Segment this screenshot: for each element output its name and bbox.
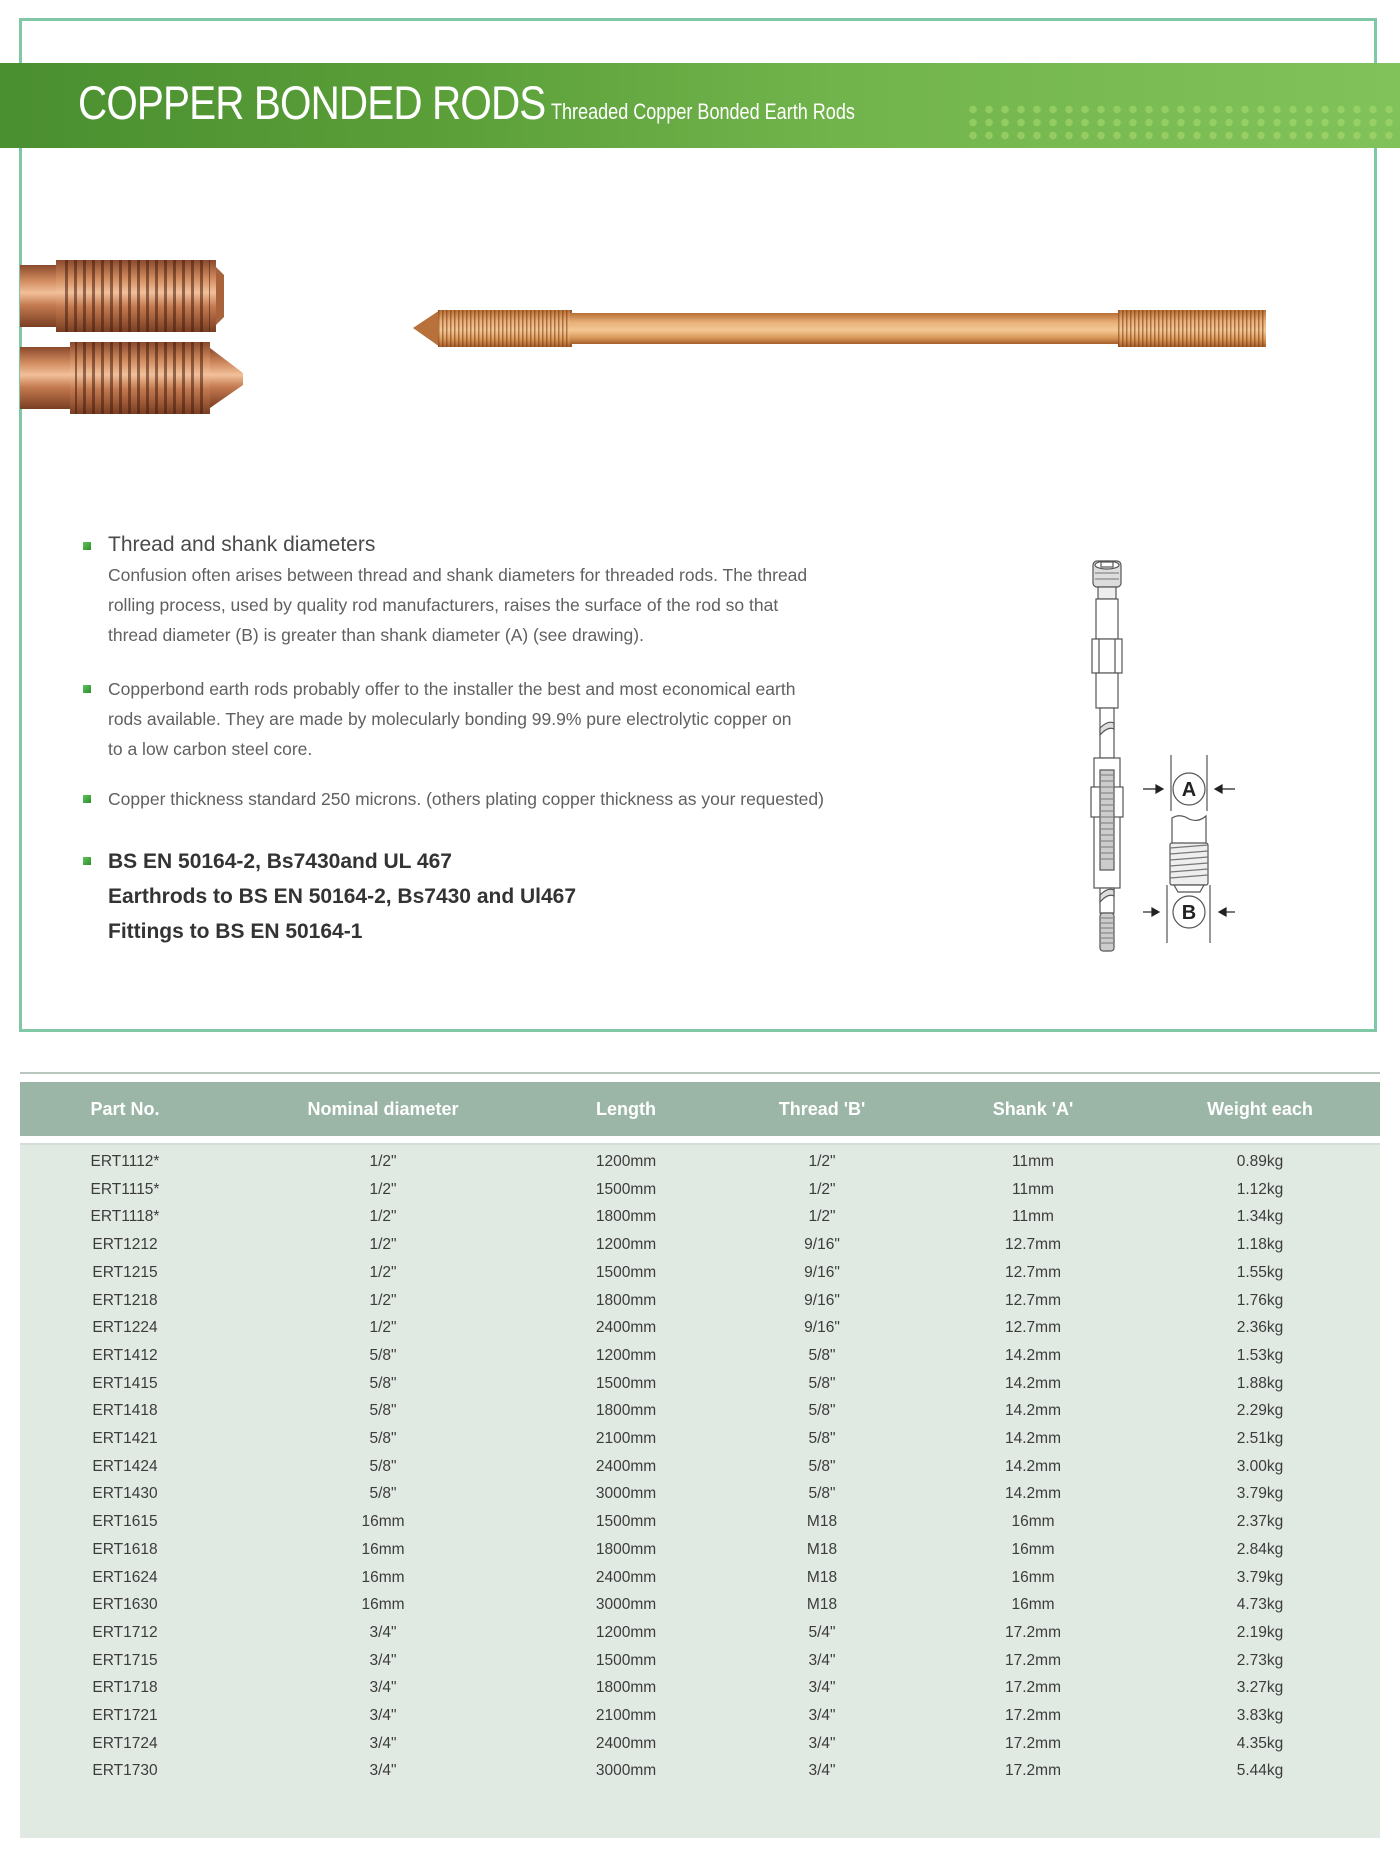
cell-thread-b: 1/2" (808, 1180, 836, 1198)
cell-nominal-diameter: 5/8" (369, 1485, 397, 1503)
bullet-square-icon (83, 857, 91, 865)
cell-thread-b: 1/2" (808, 1153, 836, 1170)
cell-shank-a: 11mm (1012, 1153, 1054, 1170)
cell-thread-b: 5/8" (808, 1430, 836, 1447)
cell-weight-each: 2.37kg (1236, 1513, 1284, 1531)
cell-part-no: ERT1630 (92, 1596, 158, 1614)
cell-part-no: ERT1712 (92, 1623, 158, 1641)
cell-nominal-diameter: 5/8" (369, 1374, 397, 1392)
cell-length: 1200mm (595, 1236, 657, 1254)
cell-shank-a: 17.2mm (1005, 1679, 1061, 1697)
table-row (20, 1176, 1380, 1204)
table-row (20, 1287, 1380, 1315)
bullet-square-icon (83, 685, 91, 693)
table-row (20, 1702, 1380, 1730)
cell-part-no: ERT1430 (92, 1485, 158, 1503)
cell-thread-b: 9/16" (804, 1319, 840, 1337)
cell-thread-b: 5/8" (808, 1457, 836, 1475)
diagram-label-a: A (1181, 779, 1197, 801)
cell-thread-b: M18 (806, 1513, 838, 1531)
cell-weight-each: 2.51kg (1236, 1430, 1284, 1447)
cell-thread-b: 3/4" (808, 1707, 836, 1724)
cell-part-no: ERT1412 (92, 1346, 158, 1364)
standards-line: Earthrods to BS EN 50164-2, Bs7430 and Ul467 (108, 885, 577, 908)
cell-weight-each: 1.55kg (1236, 1263, 1284, 1281)
thread-shank-diagram (1070, 555, 1250, 955)
feature-text-line: to a low carbon steel core. (108, 739, 313, 759)
cell-shank-a: 16mm (1011, 1568, 1055, 1586)
cell-shank-a: 17.2mm (1005, 1707, 1061, 1724)
cell-nominal-diameter: 3/4" (369, 1734, 397, 1752)
cell-weight-each: 5.44kg (1236, 1762, 1284, 1780)
bullet-square-icon (83, 542, 91, 550)
cell-thread-b: 3/4" (808, 1679, 836, 1697)
cell-length: 1500mm (595, 1263, 657, 1281)
cell-nominal-diameter: 1/2" (369, 1208, 397, 1226)
cell-part-no: ERT1415 (92, 1374, 158, 1392)
cell-part-no: ERT1218 (92, 1291, 158, 1309)
cell-weight-each: 2.29kg (1236, 1402, 1284, 1420)
table-row (20, 1536, 1380, 1564)
table-row (20, 1342, 1380, 1370)
feature-text-line: Copper thickness standard 250 microns. (others plating copper thickness as your requested) (108, 789, 824, 809)
arrow-left-icon (1219, 908, 1226, 916)
rod-pointed-end (20, 342, 243, 414)
cell-thread-b: 5/8" (808, 1346, 836, 1364)
table-row (20, 1203, 1380, 1231)
feature-list (80, 530, 860, 949)
cell-length: 1500mm (595, 1513, 657, 1531)
cell-nominal-diameter: 16mm (361, 1568, 405, 1586)
cell-weight-each: 2.73kg (1236, 1651, 1284, 1669)
cell-thread-b: 9/16" (804, 1263, 840, 1281)
column-header-weight-each: Weight each (1207, 1099, 1313, 1119)
cell-nominal-diameter: 5/8" (369, 1402, 397, 1420)
table-row (20, 1370, 1380, 1398)
cell-nominal-diameter: 3/4" (369, 1762, 397, 1780)
cell-length: 1800mm (595, 1679, 657, 1697)
table-row (20, 1591, 1380, 1619)
table-row (20, 1730, 1380, 1758)
table-row (20, 1619, 1380, 1647)
cell-part-no: ERT1115* (90, 1180, 160, 1198)
cell-length: 1800mm (595, 1402, 657, 1420)
cell-nominal-diameter: 1/2" (369, 1291, 397, 1309)
cell-shank-a: 14.2mm (1005, 1402, 1061, 1420)
diagram-label-b: B (1181, 902, 1197, 924)
table-row (20, 1480, 1380, 1508)
cell-nominal-diameter: 5/8" (369, 1457, 397, 1475)
standards-line: Fittings to BS EN 50164-1 (108, 920, 363, 943)
cell-weight-each: 0.89kg (1236, 1153, 1284, 1170)
section-divider (20, 1072, 1380, 1074)
table-row (20, 1148, 1380, 1176)
cell-part-no: ERT1715 (92, 1651, 158, 1669)
cell-shank-a: 11mm (1012, 1180, 1054, 1198)
cell-shank-a: 12.7mm (1005, 1319, 1061, 1337)
cell-weight-each: 2.84kg (1236, 1540, 1284, 1558)
column-header-shank-a: Shank 'A' (992, 1099, 1074, 1119)
arrow-left-icon (1215, 785, 1222, 793)
cell-shank-a: 17.2mm (1005, 1734, 1061, 1752)
cell-part-no: ERT1618 (92, 1540, 158, 1558)
cell-thread-b: 9/16" (804, 1236, 840, 1254)
table-row (20, 1674, 1380, 1702)
cell-part-no: ERT1112* (90, 1153, 160, 1170)
cell-thread-b: 1/2" (808, 1208, 836, 1226)
cell-length: 2100mm (595, 1707, 657, 1724)
table-row (20, 1425, 1380, 1453)
cell-weight-each: 1.76kg (1236, 1291, 1284, 1309)
cell-thread-b: 3/4" (808, 1762, 836, 1780)
cell-nominal-diameter: 1/2" (369, 1236, 397, 1254)
cell-length: 2400mm (595, 1734, 657, 1752)
cell-thread-b: 5/8" (808, 1374, 836, 1392)
cell-shank-a: 12.7mm (1005, 1291, 1061, 1309)
cell-shank-a: 14.2mm (1005, 1457, 1061, 1475)
arrow-right-icon (1152, 908, 1159, 916)
cell-nominal-diameter: 1/2" (369, 1263, 397, 1281)
cell-shank-a: 14.2mm (1005, 1346, 1061, 1364)
cell-length: 1800mm (595, 1208, 657, 1226)
cell-nominal-diameter: 3/4" (369, 1651, 397, 1669)
cell-thread-b: 5/8" (808, 1402, 836, 1420)
feature-text-line: rolling process, used by quality rod manufacturers, raises the surface of the rod so that (108, 595, 779, 615)
column-header-nominal-diameter: Nominal diameter (307, 1099, 459, 1119)
cell-shank-a: 17.2mm (1005, 1762, 1061, 1780)
cell-weight-each: 4.73kg (1236, 1596, 1284, 1614)
cell-weight-each: 3.79kg (1236, 1485, 1284, 1503)
table-body (20, 1143, 1380, 1838)
cell-length: 2400mm (595, 1457, 657, 1475)
standards-line: BS EN 50164-2, Bs7430and UL 467 (108, 850, 452, 873)
cell-nominal-diameter: 16mm (361, 1596, 405, 1614)
cell-weight-each: 2.19kg (1236, 1623, 1284, 1641)
cell-shank-a: 14.2mm (1005, 1485, 1061, 1503)
cell-weight-each: 2.36kg (1236, 1319, 1284, 1337)
title-banner (0, 63, 1400, 148)
cell-nominal-diameter: 1/2" (369, 1319, 397, 1337)
cell-length: 2100mm (595, 1430, 657, 1447)
table-row (20, 1314, 1380, 1342)
banner-dot-pattern (965, 103, 1400, 141)
cell-length: 2400mm (595, 1319, 657, 1337)
closeup-rod-ends-image (20, 255, 250, 417)
cell-weight-each: 3.27kg (1236, 1679, 1284, 1697)
cell-weight-each: 3.79kg (1236, 1568, 1284, 1586)
cell-thread-b: 3/4" (808, 1651, 836, 1669)
feature-title: Thread and shank diameters (108, 533, 376, 556)
cell-thread-b: 3/4" (808, 1734, 836, 1752)
cell-length: 2400mm (595, 1568, 657, 1586)
cell-shank-a: 12.7mm (1005, 1236, 1061, 1254)
cell-part-no: ERT1624 (92, 1568, 158, 1586)
cell-length: 1500mm (595, 1374, 657, 1392)
cell-weight-each: 3.83kg (1236, 1707, 1284, 1724)
cell-weight-each: 1.88kg (1236, 1374, 1284, 1392)
cell-shank-a: 14.2mm (1005, 1430, 1061, 1447)
cell-shank-a: 17.2mm (1005, 1651, 1061, 1669)
cell-nominal-diameter: 1/2" (369, 1153, 397, 1170)
cell-shank-a: 14.2mm (1005, 1374, 1061, 1392)
cell-length: 1800mm (595, 1540, 657, 1558)
cell-nominal-diameter: 1/2" (369, 1180, 397, 1198)
cell-nominal-diameter: 5/8" (369, 1430, 397, 1447)
feature-item (80, 674, 860, 764)
table-row (20, 1259, 1380, 1287)
cell-weight-each: 3.00kg (1236, 1457, 1284, 1475)
cell-nominal-diameter: 16mm (361, 1540, 405, 1558)
cell-part-no: ERT1615 (92, 1513, 158, 1531)
cell-thread-b: M18 (806, 1540, 838, 1558)
page-subtitle: Threaded Copper Bonded Earth Rods (551, 99, 855, 124)
column-header-part-no: Part No. (90, 1099, 160, 1119)
bullet-square-icon (83, 795, 91, 803)
rod-threaded-end (20, 260, 224, 332)
cell-length: 3000mm (595, 1762, 657, 1780)
cell-part-no: ERT1730 (92, 1762, 158, 1780)
cell-nominal-diameter: 3/4" (369, 1679, 397, 1697)
cell-shank-a: 16mm (1011, 1596, 1055, 1614)
page-title: COPPER BONDED RODS (78, 76, 546, 129)
cell-weight-each: 1.34kg (1236, 1208, 1284, 1226)
cell-part-no: ERT1118* (90, 1208, 160, 1226)
table-row (20, 1647, 1380, 1675)
cell-part-no: ERT1421 (92, 1430, 158, 1447)
cell-length: 3000mm (595, 1596, 657, 1614)
cell-length: 1200mm (595, 1346, 657, 1364)
feature-item (80, 784, 860, 814)
cell-part-no: ERT1224 (92, 1319, 158, 1337)
feature-item (80, 530, 860, 650)
cell-part-no: ERT1718 (92, 1679, 158, 1697)
cell-part-no: ERT1212 (92, 1236, 158, 1254)
table-row (20, 1231, 1380, 1259)
feature-text-line: thread diameter (B) is greater than shank diameter (A) (see drawing). (108, 625, 644, 645)
table-row (20, 1453, 1380, 1481)
cell-part-no: ERT1424 (92, 1457, 158, 1475)
cell-length: 1800mm (595, 1291, 657, 1309)
cell-length: 1500mm (595, 1651, 657, 1669)
cell-shank-a: 16mm (1011, 1513, 1055, 1531)
cell-thread-b: 5/8" (808, 1485, 836, 1503)
cell-shank-a: 12.7mm (1005, 1263, 1061, 1281)
cell-thread-b: M18 (806, 1568, 838, 1586)
cell-length: 3000mm (595, 1485, 657, 1503)
cell-part-no: ERT1418 (92, 1402, 158, 1420)
cell-weight-each: 1.12kg (1236, 1180, 1284, 1198)
cell-length: 1200mm (595, 1153, 657, 1170)
standards-item (80, 844, 860, 949)
cell-weight-each: 1.53kg (1236, 1346, 1284, 1364)
table-row (20, 1397, 1380, 1425)
table-row (20, 1508, 1380, 1536)
assembled-rod-drawing (1091, 561, 1123, 951)
cell-thread-b: 5/4" (808, 1623, 836, 1641)
arrow-right-icon (1156, 785, 1163, 793)
full-rod-image (410, 305, 1270, 353)
cell-length: 1500mm (595, 1180, 657, 1198)
cell-thread-b: 9/16" (804, 1291, 840, 1309)
cell-nominal-diameter: 16mm (361, 1513, 405, 1531)
cell-part-no: ERT1721 (92, 1707, 158, 1724)
table-header (20, 1082, 1380, 1136)
column-header-thread-b: Thread 'B' (778, 1099, 866, 1119)
feature-text-line: rods available. They are made by molecularly bonding 99.9% pure electrolytic copper on (108, 709, 792, 729)
feature-text-line: Confusion often arises between thread and shank diameters for threaded rods. The thread (108, 565, 808, 585)
cell-nominal-diameter: 5/8" (369, 1346, 397, 1364)
cell-thread-b: M18 (806, 1596, 838, 1614)
cell-part-no: ERT1724 (92, 1734, 158, 1752)
cell-weight-each: 4.35kg (1236, 1734, 1284, 1752)
cell-part-no: ERT1215 (92, 1263, 158, 1281)
column-header-length: Length (596, 1099, 656, 1119)
cell-nominal-diameter: 3/4" (369, 1707, 397, 1724)
cell-weight-each: 1.18kg (1236, 1236, 1284, 1254)
feature-text-line: Copperbond earth rods probably offer to the installer the best and most economical earth (108, 679, 796, 699)
cell-shank-a: 16mm (1011, 1540, 1055, 1558)
table-row (20, 1757, 1380, 1785)
cell-shank-a: 17.2mm (1005, 1623, 1061, 1641)
cell-shank-a: 11mm (1012, 1208, 1054, 1226)
table-row (20, 1564, 1380, 1592)
cell-length: 1200mm (595, 1623, 657, 1641)
cell-nominal-diameter: 3/4" (369, 1623, 397, 1641)
